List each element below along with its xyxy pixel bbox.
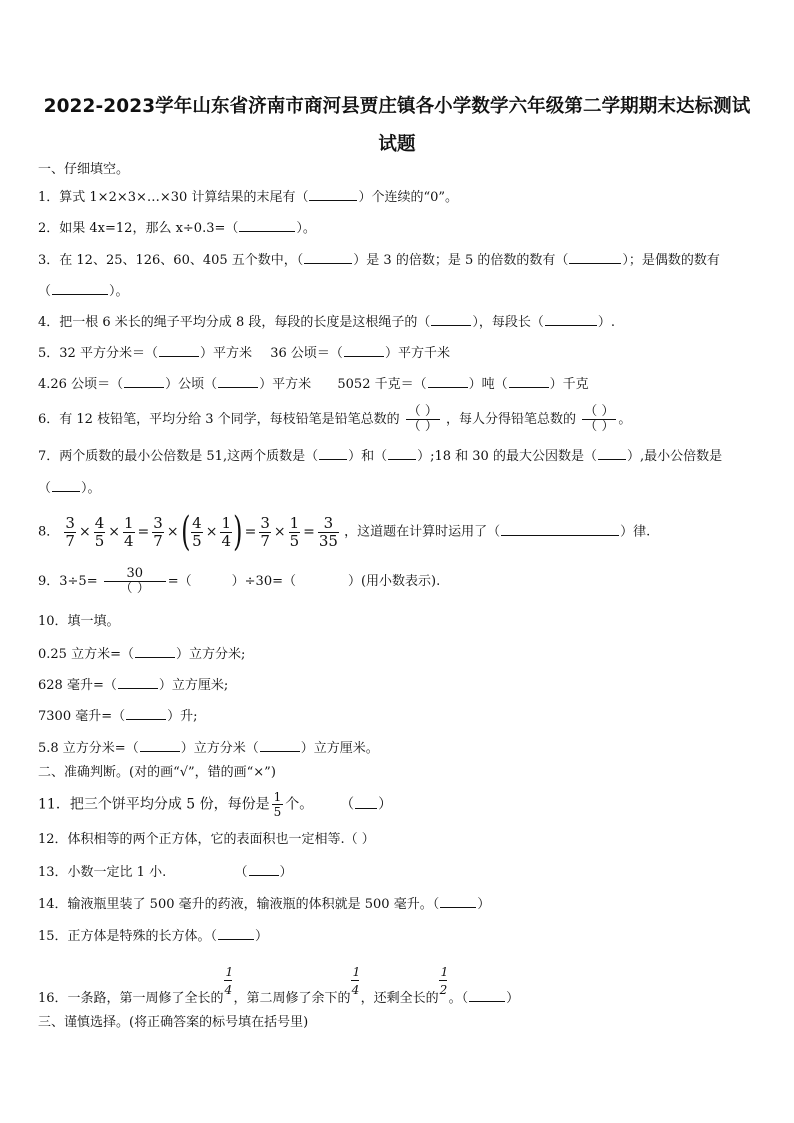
fraction: $\frac{1}{4}$ xyxy=(221,513,231,550)
question-10-line-1: 0.25 立方米=（ ）立方分米; xyxy=(38,647,246,662)
answer-blank[interactable] xyxy=(428,375,468,388)
question-12: 12．体积相等的两个正方体，它的表面积也一定相等.（ ） xyxy=(38,832,375,847)
answer-blank[interactable] xyxy=(260,739,300,752)
question-15: 15．正方体是特殊的长方体。（ ） xyxy=(38,929,269,944)
question-10-line-2: 628 毫升=（ ）立方厘米; xyxy=(38,678,229,693)
question-3: 3．在 12、25、126、60、405 五个数中，（ ）是 3 的倍数；是 5 的倍数的数有（ ）；是偶数的数有 xyxy=(38,253,720,268)
answer-fraction[interactable]: $\frac{30}{( )}$ xyxy=(104,567,166,596)
question-14: 14．输液瓶里装了 500 毫升的药液，输液瓶的体积就是 500 毫升。（ ） xyxy=(38,897,491,912)
section-heading-judge: 二、准确判断。(对的画“√”，错的画“×”) xyxy=(38,765,276,780)
question-6: 6．有 12 枝铅笔，平均分给 3 个同学，每枝铅笔是铅笔总数的 $\frac{( )}{( )}$ ，每人分得铅笔总数的 $\frac{( )}{( )}$ 。 xyxy=(38,404,632,434)
section-heading-fill: 一、仔细填空。 xyxy=(38,162,130,177)
question-10-line-4: 5.8 立方分米=（ ）立方分米（ ）立方厘米。 xyxy=(38,741,379,756)
question-3-continued: （ ）。 xyxy=(38,284,129,299)
fraction: $\frac{4}{5}$ xyxy=(192,513,202,550)
answer-blank[interactable] xyxy=(388,447,416,460)
answer-blank[interactable] xyxy=(124,375,164,388)
answer-blank[interactable] xyxy=(52,282,108,295)
question-9: 9．3÷5= $\frac{30}{( )}$ =（ ）÷30=（ ）(用小数表示). xyxy=(38,566,441,596)
answer-fraction[interactable]: $\frac{( )}{( )}$ xyxy=(407,404,438,434)
answer-blank[interactable] xyxy=(469,989,505,1002)
fraction: $\frac{1}{5}$ xyxy=(289,513,300,550)
page-title: 2022-2023学年山东省济南市商河县贾庄镇各小学数学六年级第二学期期末达标测试 xyxy=(43,96,751,117)
question-8: 8． $\frac{3}{7}$ × $\frac{4}{5}$ × $\frac{1}{4}$ = $\frac{3}{7}$ ×( $\frac{4}{5}$ × $\frac{1}{4}$ ) = $\frac{3}{7}$ × $\frac{1}{5}$ = $\frac{3}{35}$ ，这道题在计算时运用了（ ）律. xyxy=(38,509,651,555)
answer-blank[interactable] xyxy=(598,447,626,460)
answer-fraction[interactable]: $\frac{( )}{( )}$ xyxy=(584,404,615,434)
question-4: 4．把一根 6 米长的绳子平均分成 8 段，每段的长度是这根绳子的（ ），每段长（ ）. xyxy=(38,315,615,330)
question-10-line-3: 7300 毫升=（ ）升; xyxy=(38,709,198,724)
question-13: 13．小数一定比 1 小. （ ） xyxy=(38,865,293,880)
question-11: 11．把三个饼平均分成 5 份，每份是 $\frac{1}{5}$ 个。 （ ） xyxy=(38,790,393,819)
answer-blank[interactable] xyxy=(118,676,158,689)
page-title-continued: 试题 xyxy=(378,134,416,155)
fraction: $\frac{3}{7}$ xyxy=(153,513,163,550)
answer-blank[interactable] xyxy=(249,863,279,876)
answer-blank[interactable] xyxy=(319,447,347,460)
question-5-continued: 4.26 公顷＝（ ）公顷（ ）平方米 5052 千克＝（ ）吨（ ）千克 xyxy=(38,377,589,392)
fraction: $\frac{1}{2}$ xyxy=(439,965,449,997)
fraction: $\frac{1}{4}$ xyxy=(224,965,234,997)
answer-blank[interactable] xyxy=(440,895,476,908)
section-heading-choice: 三、谨慎选择。(将正确答案的标号填在括号里) xyxy=(38,1015,309,1030)
answer-blank[interactable] xyxy=(239,219,295,232)
answer-blank[interactable] xyxy=(431,313,471,326)
answer-blank[interactable] xyxy=(52,479,80,492)
fraction: $\frac{1}{4}$ xyxy=(123,513,134,550)
answer-blank[interactable] xyxy=(140,739,180,752)
fraction: $\frac{3}{7}$ xyxy=(260,513,270,550)
answer-blank[interactable] xyxy=(135,645,175,658)
answer-blank[interactable] xyxy=(218,927,254,940)
answer-blank[interactable] xyxy=(344,344,384,357)
question-7: 7．两个质数的最小公倍数是 51,这两个质数是（ ）和（ ）;18 和 30 的最大公因数是（ ）,最小公倍数是 xyxy=(38,449,723,464)
fraction: $\frac{1}{4}$ xyxy=(351,965,361,997)
question-7-continued: （ ）。 xyxy=(38,481,101,496)
answer-blank[interactable] xyxy=(218,375,258,388)
fraction: $\frac{3}{35}$ xyxy=(318,513,338,550)
answer-blank[interactable] xyxy=(545,313,597,326)
question-10-heading: 10．填一填。 xyxy=(38,614,120,629)
answer-blank[interactable] xyxy=(509,375,549,388)
question-5: 5．32 平方分米＝（ ）平方米 36 公顷＝（ ）平方千米 xyxy=(38,346,450,361)
answer-blank[interactable] xyxy=(309,188,357,201)
fraction: $\frac{1}{5}$ xyxy=(273,790,282,819)
answer-blank[interactable] xyxy=(304,251,352,264)
question-1: 1．算式 1×2×3×…×30 计算结果的末尾有（ ）个连续的“0”。 xyxy=(38,190,459,205)
answer-blank[interactable] xyxy=(355,796,377,809)
answer-blank[interactable] xyxy=(569,251,621,264)
question-16: 16．一条路，第一周修了全长的 $\frac{1}{4}$ ，第二周修了余下的 $\frac{1}{4}$ ，还剩全长的 $\frac{1}{2}$ 。（ ） xyxy=(38,965,520,1006)
answer-blank[interactable] xyxy=(126,707,166,720)
question-2: 2．如果 4x=12，那么 x÷0.3=（ ）。 xyxy=(38,221,316,236)
answer-blank[interactable] xyxy=(159,344,199,357)
fraction: $\frac{4}{5}$ xyxy=(94,513,105,550)
answer-blank[interactable] xyxy=(501,523,619,536)
fraction: $\frac{3}{7}$ xyxy=(65,513,75,550)
